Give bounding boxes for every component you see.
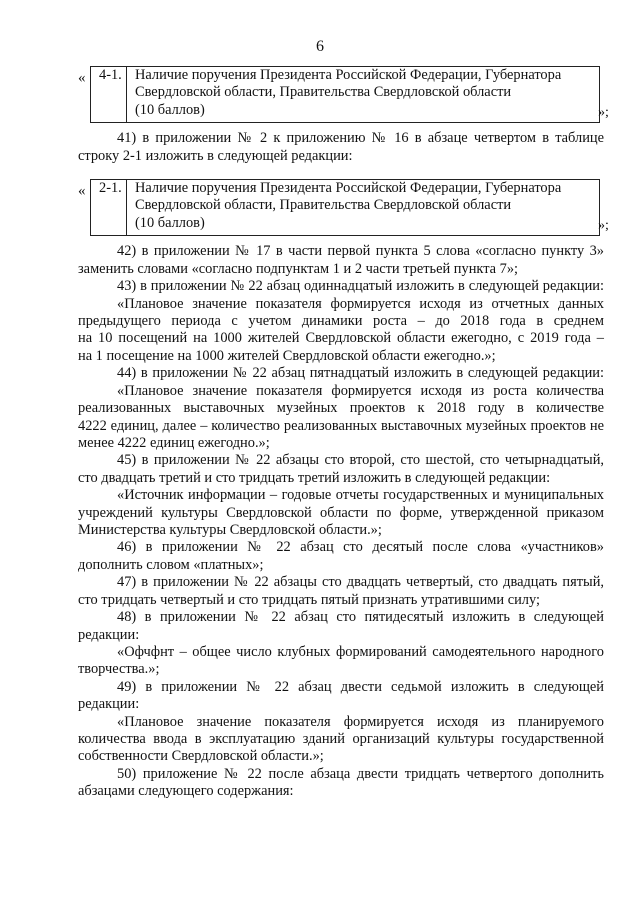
text-line: учреждений культуры Свердловской области по форме, утвержденной приказом: [78, 505, 604, 521]
text-line: «Плановое значение показателя формируется исходя из планируемого: [117, 714, 604, 730]
text-line: реализованных выставочных музейных проектов к 2018 году в количестве: [78, 400, 604, 416]
table-text-line: Свердловской области, Правительства Свердловской области: [135, 197, 512, 214]
text-line: 43) в приложении № 22 абзац одиннадцатый изложить в следующей редакции:: [117, 278, 604, 294]
text-line: 47) в приложении № 22 абзацы сто двадцать четвертый, сто двадцать пятый,: [117, 574, 604, 590]
text-line: 50) приложение № 22 после абзаца двести тридцать четвертого дополнить: [117, 766, 604, 782]
table-row-text: [127, 180, 599, 235]
text-line: «Офчфнт – общее число клубных формирований самодеятельного народного: [117, 644, 604, 660]
table-row-number: 4-1.: [91, 67, 127, 122]
text-line: Министерства культуры Свердловской области.»;: [78, 522, 382, 538]
text-line: 49) в приложении № 22 абзац двести седьмой изложить в следующей: [117, 679, 604, 695]
text-line: абзацами следующего содержания:: [78, 783, 294, 799]
table-row-text: [127, 67, 599, 122]
table-text-line: (10 баллов): [135, 101, 205, 118]
text-line: творчества.»;: [78, 661, 160, 677]
text-line: 44) в приложении № 22 абзац пятнадцатый изложить в следующей редакции:: [117, 365, 604, 381]
text-line: «Плановое значение показателя формируется исходя из роста количества: [117, 383, 604, 399]
text-line: дополнить словом «платных»;: [78, 557, 264, 573]
text-line: заменить словами «согласно подпунктам 1 и 2 части третьей пункта 7»;: [78, 261, 519, 277]
text-line: собственности Свердловской области.»;: [78, 748, 324, 764]
text-line: менее 4222 единиц ежегодно.»;: [78, 435, 270, 451]
text-line: 46) в приложении № 22 абзац сто десятый после слова «участников»: [117, 539, 604, 555]
table-text-line: (10 баллов): [135, 214, 205, 231]
text-line: 4222 единиц, далее – количество реализованных выставочных музейных проектов не: [78, 418, 604, 434]
quote-close: »;: [598, 105, 609, 120]
text-line: предыдущего периода с учетом динамики роста – до 2018 года в среднем: [78, 313, 604, 329]
table-row-number: 2-1.: [91, 180, 127, 235]
inline-table-4-1: [90, 66, 600, 123]
table-text-line: Наличие поручения Президента Российской Федерации, Губернатора: [135, 67, 562, 83]
text-line: на 10 посещений на 1000 жителей Свердловской области ежегодно, с 2019 года –: [78, 330, 604, 346]
text-line: 45) в приложении № 22 абзацы сто второй, сто шестой, сто четырнадцатый,: [117, 452, 604, 468]
text-line: 42) в приложении № 17 в части первой пункта 5 слова «согласно пункту 3»: [117, 243, 604, 259]
text-line: редакции:: [78, 627, 140, 643]
text-line: 41) в приложении № 2 к приложению № 16 в абзаце четвертом в таблице: [117, 130, 604, 146]
text-line: на 1 посещение на 1000 жителей Свердловской области ежегодно.»;: [78, 348, 496, 364]
page-number: 6: [316, 38, 324, 55]
quote-open: «: [78, 70, 86, 86]
table-text-line: Наличие поручения Президента Российской Федерации, Губернатора: [135, 180, 562, 196]
quote-close: »;: [598, 218, 609, 233]
text-line: «Источник информации – годовые отчеты государственных и муниципальных: [117, 487, 604, 503]
text-line: количества ввода в эксплуатацию зданий организаций культуры государственной: [78, 731, 604, 747]
quote-open: «: [78, 183, 86, 199]
inline-table-2-1: [90, 179, 600, 236]
text-line: строку 2-1 изложить в следующей редакции:: [78, 148, 353, 164]
text-line: сто двадцать третий и сто тридцать третий изложить в следующей редакции:: [78, 470, 551, 486]
text-line: сто тридцать четвертый и сто тридцать пятый признать утратившими силу;: [78, 592, 540, 608]
text-line: 48) в приложении № 22 абзац сто пятидесятый изложить в следующей: [117, 609, 604, 625]
text-line: «Плановое значение показателя формируется исходя из отчетных данных: [117, 296, 604, 312]
table-text-line: Свердловской области, Правительства Свердловской области: [135, 84, 512, 101]
text-line: редакции:: [78, 696, 140, 712]
